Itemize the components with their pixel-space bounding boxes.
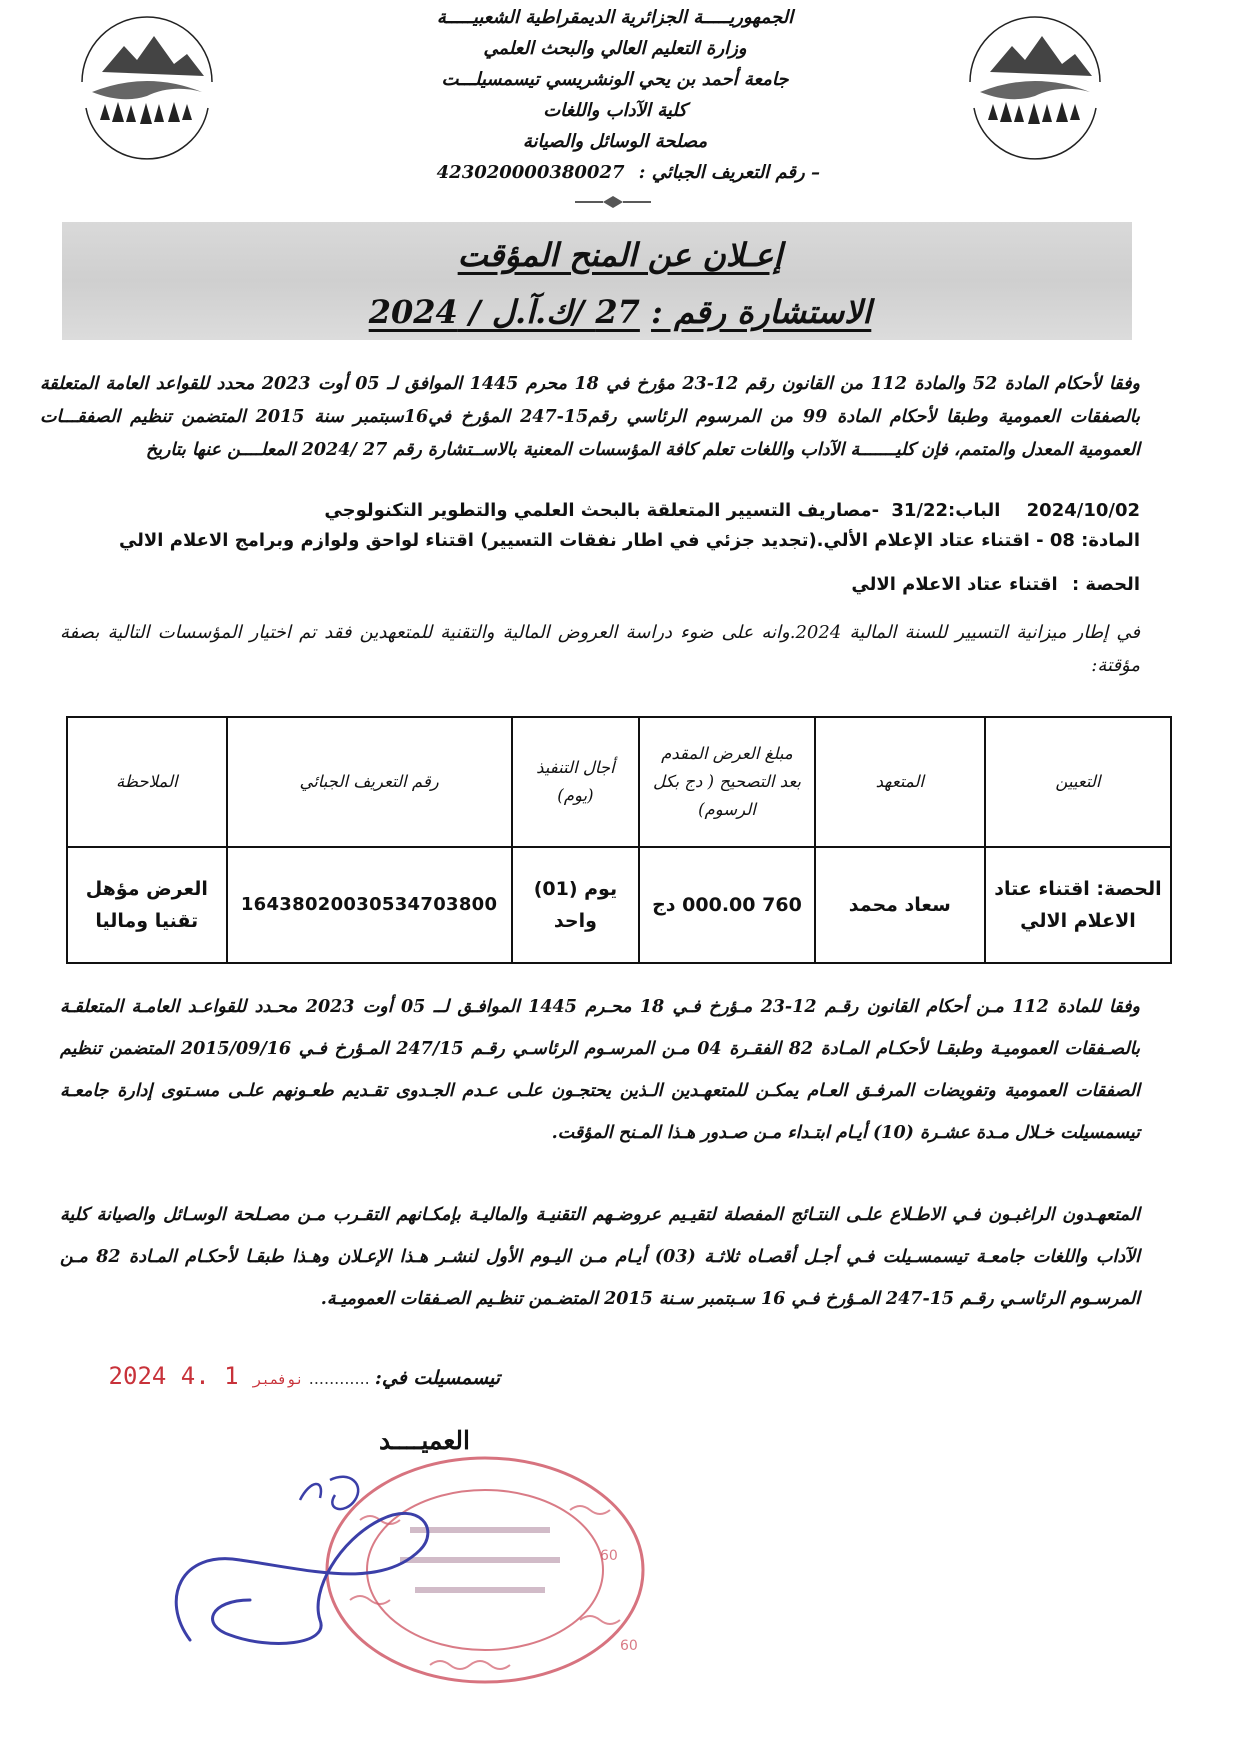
university-logo-left bbox=[62, 12, 232, 162]
header-nif-label: – رقم التعريف الجبائي : bbox=[638, 162, 820, 183]
chapter-description: -مصاريف التسيير المتعلقة بالبحث العلمي والتطوير التكنولوجي bbox=[324, 500, 880, 521]
university-logo-right bbox=[950, 12, 1120, 162]
consultation-label: الاستشارة رقم : bbox=[651, 293, 872, 331]
header-line-republic: الجمهوريـــــة الجزائرية الديمقراطية الشعبيـــــة bbox=[436, 7, 794, 28]
results-paragraph: المتعهـدون الراغبـون فـي الاطـلاع علـى النتـائج المفصلة لتقيـيم عروضـهم التقنيـة والماليـة بإمكـانهم التقـرب مـن مصـلحة الوسـائل والصيانة كلية الآداب واللغات جامعـة تيسمسـيلت فـي أجـل أقصـاه ثلاثـة (03) أيـام مـن اليـوم الأول لنشـر هـذا الإعـلان وهـذا طبقـا لأحكـام المـادة 82 مـن المرسـوم الرئاسـي رقـم 15-247 المـؤرخ فـي 16 سـبتمبر سـنة 2015 المتضـمن تنظـيم الصـفقات العموميـة. bbox=[60, 1205, 1140, 1309]
date-dots: ............ bbox=[308, 1369, 370, 1388]
cell-nif: 16438020030534703800 bbox=[227, 847, 512, 963]
appeal-paragraph: وفقا للمادة 112 مـن أحكام القانون رقـم 12-23 مـؤرخ فـي 18 محـرم 1445 الموافـق لــ 05 أوت 2023 محـدد للقواعـد العامـة المتعلقـة بالصـفقات العموميـة وطبقـا لأحكـام المـادة 82 الفقـرة 04 مـن المرسـوم الرئاسـي رقـم 247/15 المـؤرخ فـي 2015/09/16 المتضمن تنظيم الصفقات العمومية وتفويضات المرفـق العـام يمكـن للمتعهـدين الـذين يحتجـون علـى عـدم الجـدوى تقـديم طعـونهم علـى مسـتوى إدارة جامعـة تيسمسيلت خـلال مـدة عشـرة (10) أيـام ابتـداء مـن صـدور هـذا المـنح المؤقت. bbox=[60, 997, 1141, 1143]
lot-label: الحصة : bbox=[1071, 574, 1140, 595]
cell-amount: 760 000.00 دج bbox=[639, 847, 814, 963]
table-header-row bbox=[67, 717, 1171, 847]
date-stamp bbox=[109, 1362, 304, 1390]
announcement-date: 2024/10/02 bbox=[1026, 500, 1140, 521]
header-amount: مبلغ العرض المقدم بعد التصحيح ( دج بكل الرسوم) bbox=[639, 717, 814, 847]
lot-line bbox=[40, 574, 1140, 595]
budget-paragraph: في إطار ميزانية التسيير للسنة المالية 2024.وانه على ضوء دراسة العروض المالية والتقنية للمتعهدين فقد تم اختيار المؤسسات التالية بصفة مؤقتة: bbox=[60, 622, 1140, 676]
chapter-line bbox=[40, 500, 1140, 521]
place-date-line bbox=[80, 1362, 500, 1390]
table-row bbox=[67, 847, 1171, 963]
place-label: تيسمسيلت في: bbox=[374, 1367, 500, 1389]
header-line-university: جامعة أحمد بن يحي الونشريسي تيسمسيلـــت bbox=[441, 69, 789, 90]
date-stamp-day: 1 .4 bbox=[180, 1362, 239, 1390]
document-header bbox=[380, 2, 850, 188]
header-delay: أجال التنفيذ (يوم) bbox=[512, 717, 640, 847]
header-ornament-divider bbox=[575, 194, 651, 210]
svg-text:60: 60 bbox=[600, 1548, 618, 1564]
dean-signature bbox=[150, 1440, 450, 1660]
header-remark: الملاحظة bbox=[67, 717, 227, 847]
intro-paragraph: وفقا لأحكام المادة 52 والمادة 112 من القانون رقم 12-23 مؤرخ في 18 محرم 1445 الموافق لـ 05 أوت 2023 محدد للقواعد العامة المتعلقة بالصفقات العمومية وطبقا لأحكام المادة 99 من المرسوم الرئاسي رقم15-247 المؤرخ في16سبتمبر سنة 2015 المتضمن تنظيم الصفقـــات العمومية المعدل والمتمم، فإن كليـــــــة الآداب واللغات تعلم كافة المؤسسات المعنية بالاســتشارة رقم 27 /2024 المعلــــن عنها بتاريخ bbox=[40, 374, 1140, 460]
consultation-value: 27 /ك.آ.ل / 2024 bbox=[368, 293, 640, 331]
article-line: المادة: 08 - اقتناء عتاد الإعلام الألي.(تجديد جزئي في اطار نفقات التسيير) اقتناء لواحق ولوازم وبرامج الاعلام الالي bbox=[118, 530, 1140, 551]
header-line-ministry: وزارة التعليم العالي والبحث العلمي bbox=[483, 38, 747, 59]
header-bidder: المتعهد bbox=[815, 717, 985, 847]
header-nif: رقم التعريف الجبائي bbox=[227, 717, 512, 847]
award-table bbox=[66, 716, 1172, 964]
cell-delay: يوم (01) واحد bbox=[512, 847, 640, 963]
header-nif bbox=[380, 157, 850, 188]
date-stamp-month: نوفمبر bbox=[253, 1372, 304, 1388]
header-nif-value: 423020000380027 bbox=[436, 162, 625, 183]
header-line-faculty: كلية الآداب واللغات bbox=[543, 100, 687, 121]
date-stamp-year: 2024 bbox=[108, 1362, 167, 1390]
chapter-number: الباب:31/22 bbox=[891, 500, 1001, 521]
lot-value: اقتناء عتاد الاعلام الالي bbox=[851, 574, 1058, 595]
dean-title: العميــــد bbox=[378, 1426, 470, 1455]
header-designation: التعيين bbox=[985, 717, 1171, 847]
announcement-title: إعـلان عن المنح المؤقت bbox=[457, 236, 783, 274]
consultation-number bbox=[0, 293, 1240, 331]
cell-bidder: سعاد محمد bbox=[815, 847, 985, 963]
cell-remark: العرض مؤهل تقنيا وماليا bbox=[67, 847, 227, 963]
svg-text:60: 60 bbox=[620, 1638, 638, 1654]
header-line-service: مصلحة الوسائل والصيانة bbox=[522, 131, 708, 152]
cell-designation: الحصة: اقتناء عتاد الاعلام الالي bbox=[985, 847, 1171, 963]
